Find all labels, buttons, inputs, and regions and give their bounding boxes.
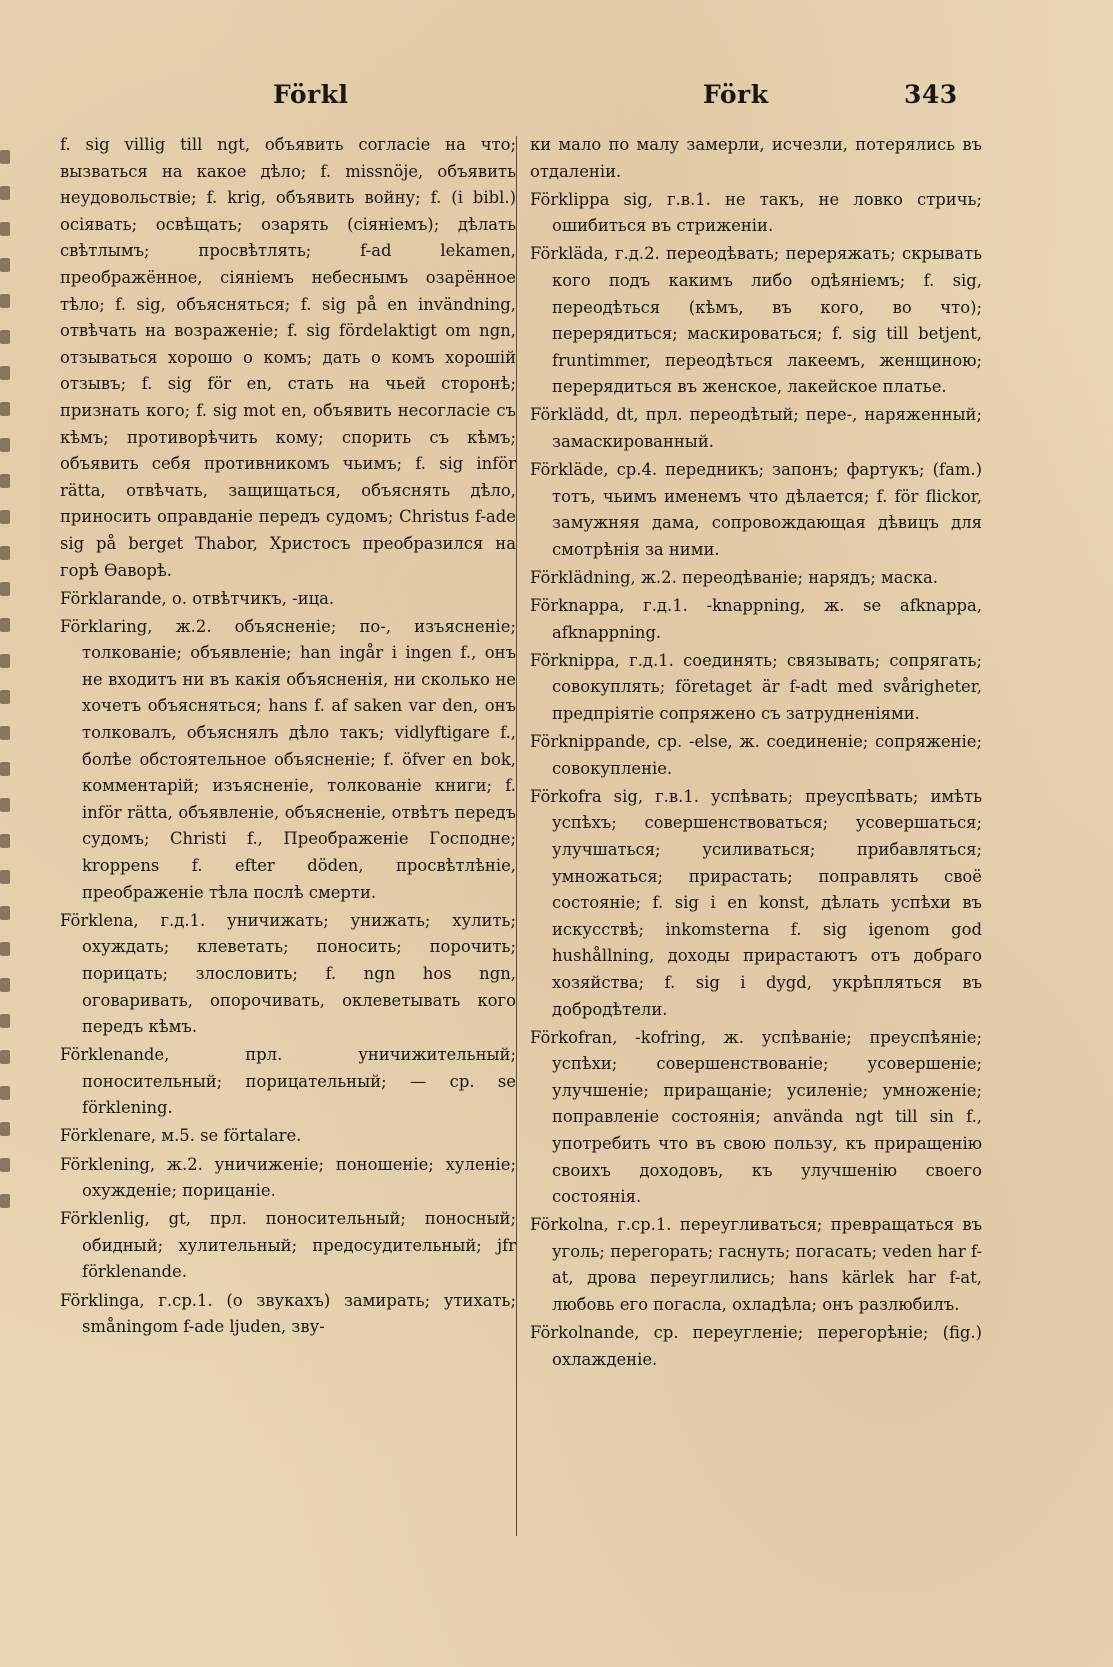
dictionary-entry: Förkofra sig, г.в.1. успѣвать; преуспѣвать; имѣть успѣхъ; совершенствоваться; усовершаться; улучшаться; усиливаться; прибавляться; умножаться; прирастать; поправлять своё состояніе; f. sig i en konst, дѣлать успѣхи въ искусствѣ; inkomsterna f. sig igenom god hushållning, доходы прирастаютъ отъ добраго хозяйства; f. sig i dygd, укрѣпляться въ добродѣтели. <box>530 786 982 1019</box>
dictionary-entry: Förklarande, о. отвѣтчикъ, -ица. <box>60 588 335 608</box>
dictionary-entry: Förklinga, г.ср.1. (о звукахъ) замирать; утихать; småningom f-ade ljuden, зву- <box>60 1290 516 1337</box>
dictionary-entry: ки мало по малу замерли, исчезли, потерялись въ отдаленіи. <box>530 135 982 181</box>
dictionary-entry: Förkläda, г.д.2. переодѣвать; переряжать; скрывать кого подъ какимъ либо одѣяніемъ; f. sig, переодѣться (кѣмъ, въ кого, во что); перерядиться; маскироваться; f. sig till betjent, fruntimmer, переодѣться лакеемъ, женщиною; перерядиться въ женское, лакейское платье. <box>530 244 982 397</box>
dictionary-entry: Förklenande, прл. уничижительный; поносительный; порицательный; — ср. se förklening. <box>60 1045 516 1118</box>
dictionary-entry: Förkofran, -kofring, ж. успѣваніе; преуспѣяніе; успѣхи; совершенствованіе; усовершеніе; улучшеніе; приращаніе; усиленіе; умноженіе; поправленіе состоянія; använda ngt till sin f., употребить что въ свою пользу, къ приращенію своихъ доходовъ, къ улучшенію своего состоянія. <box>530 1027 982 1207</box>
dictionary-entry: Förkolna, г.ср.1. переугливаться; превращаться въ уголь; перегорать; гаснуть; погасать; veden har f-at, дрова переуглились; hans kärlek har f-at, любовь его погасла, охладѣла; онъ разлюбилъ. <box>530 1215 982 1315</box>
left-column <box>60 132 516 1342</box>
page-number: 343 <box>904 80 958 109</box>
header-guide-word-left: Förkl <box>273 80 349 109</box>
header-guide-word-right: Förk <box>703 80 769 109</box>
dictionary-entry: Förklenare, м.5. se förtalare. <box>60 1126 302 1146</box>
dictionary-entry: Förklenlig, gt, прл. поносительный; поносный; обидный; хулительный; предосудительный; jfr förklenande. <box>60 1209 516 1282</box>
dictionary-entry: Förklena, г.д.1. уничижать; унижать; хулить; охуждать; клеветать; поносить; порочить; порицать; злословить; f. ngn hos ngn, оговаривать, опорочивать, оклеветывать кого передъ кѣмъ. <box>60 910 516 1037</box>
dictionary-entry: Förklädning, ж.2. переодѣваніе; нарядъ; маска. <box>530 568 938 587</box>
binding-edge-marks <box>0 150 18 1250</box>
dictionary-entry: Förknappa, г.д.1. -knappning, ж. se afknappa, afknappning. <box>530 596 982 642</box>
dictionary-entry: Förknippande, ср. -else, ж. соединеніе; сопряженіе; совокупленіе. <box>530 732 982 778</box>
dictionary-entry: Förkolnande, ср. переугленіе; перегорѣніе; (fig.) охлажденіе. <box>530 1323 982 1369</box>
dictionary-entry: f. sig villig till ngt, объявить согласіе на что; вызваться на какое дѣло; f. missnöje, объявить неудовольствіе; f. krig, объявить войну; f. (i bibl.) осіявать; освѣщать; озарять (сіяніемъ); дѣлать свѣтлымъ; просвѣтлять; f-ad lekamen, преображённое, сіяніемъ небеснымъ озарённое тѣло; f. sig, объясняться; f. sig på en invändning, отвѣчать на возраженіе; f. sig fördelaktigt om ngn, отзываться хорошо о комъ; дать о комъ хорошій отзывъ; f. sig för en, стать на чьей сторонѣ; признать кого; f. sig mot en, объявить несогласіе съ кѣмъ; противорѣчить кому; спорить съ кѣмъ; объявить себя противникомъ чьимъ; f. sig inför rätta, отвѣчать, защищаться, объяснять дѣло, приносить оправданіе передъ судомъ; Christus f-ade sig på berget Thabor, Христосъ преобразился на горѣ Ѳаворѣ. <box>60 135 516 580</box>
dictionary-entry: Förkläde, ср.4. передникъ; запонъ; фартукъ; (fam.) тотъ, чьимъ именемъ что дѣлается; f. för flickor, замужняя дама, сопровождающая дѣвицъ для смотрѣнія за ними. <box>530 460 982 559</box>
dictionary-entry: Förklippa sig, г.в.1. не такъ, не ловко стричь; ошибиться въ стриженіи. <box>530 189 982 236</box>
dictionary-entry: Förklening, ж.2. уничиженіе; поношеніе; хуленіе; охужденіе; порицаніе. <box>60 1154 516 1201</box>
dictionary-entry: Förknippa, г.д.1. соединять; связывать; сопрягать; совокуплять; företaget är f-adt med svårigheter, предпріятіе сопряжено съ затрудненіями. <box>530 650 982 723</box>
dictionary-entry: Förklaring, ж.2. объясненіе; по-, изъясненіе; толкованіе; объявленіе; han ingår i ingen f., онъ не входитъ ни въ какія объясненія, ни сколько не хочетъ объясняться; hans f. af saken var den, онъ толковалъ, объяснялъ дѣло такъ; vidlyftigare f., болѣе обстоятельное объясненіе; f. öfver en bok, комментарій; изъясненіе, толкованіе книги; f. inför rätta, объявленіе, объясненіе, отвѣтъ передъ судомъ; Christi f., Преображеніе Господне; kroppens f. efter döden, просвѣтлѣніе, преображеніе тѣла послѣ смерти. <box>60 616 516 902</box>
dictionary-entry: Förklädd, dt, прл. переодѣтый; пере-, наряженный; замаскированный. <box>530 405 982 452</box>
right-column <box>530 132 982 1375</box>
column-divider <box>516 136 517 1536</box>
